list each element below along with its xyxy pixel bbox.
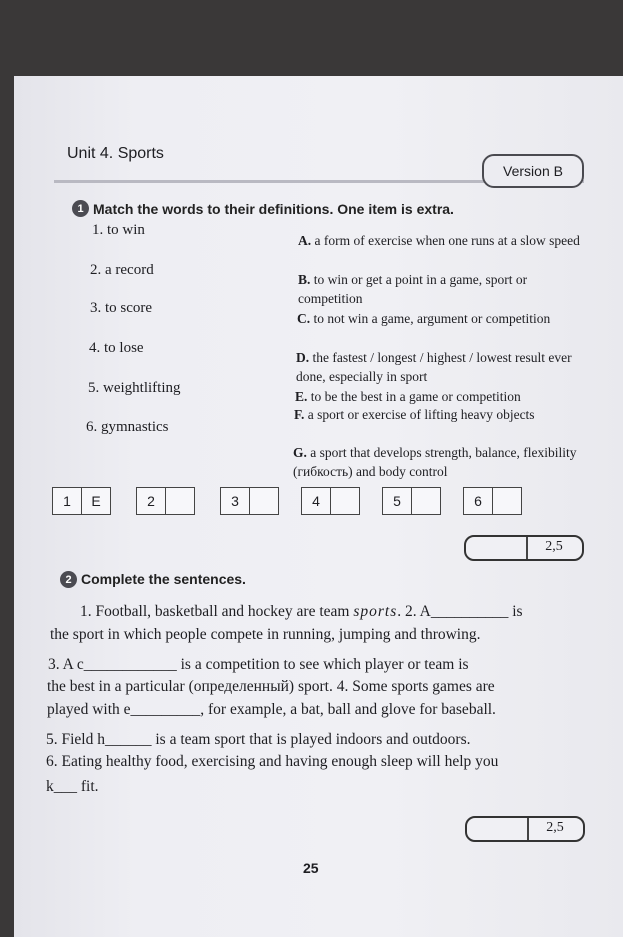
answer-cell-pair: [382, 487, 441, 515]
definition-c: C. to not win a game, argument or competition: [297, 311, 551, 326]
task2-instruction: Complete the sentences.: [81, 571, 246, 587]
word-item: 4. to lose: [89, 340, 144, 356]
answer-grid: [52, 487, 582, 517]
task2-score-box: [465, 816, 585, 842]
sentence-line: 6. Eating healthy food, exercising and having enough sleep will help you: [46, 753, 499, 770]
task1-number-icon: 1: [72, 200, 89, 217]
definition-a: A. a form of exercise when one runs at a slow speed: [298, 233, 580, 248]
task2-number-icon: 2: [60, 571, 77, 588]
page-number: 25: [303, 860, 319, 876]
answer-cell-pair: [136, 487, 195, 515]
task1-score-box: [464, 535, 584, 561]
unit-title: Unit 4. Sports: [67, 145, 164, 162]
task1-instruction: Match the words to their definitions. One item is extra.: [93, 201, 454, 217]
definition-d: D. the fastest / longest / highest / lowest result ever done, especially in sport: [296, 350, 572, 384]
answer-box[interactable]: [412, 487, 441, 515]
definition-f: F. a sport or exercise of lifting heavy objects: [294, 407, 535, 422]
answer-number: 2: [136, 487, 166, 515]
word-item: 3. to score: [90, 300, 153, 316]
answer-number: 1: [52, 487, 82, 515]
sentence-line: k___ fit.: [46, 778, 99, 795]
answer-box[interactable]: E: [82, 487, 111, 515]
sentence-line: 5. Field h______ is a team sport that is played indoors and outdoors.: [46, 731, 471, 748]
answer-cell-pair: [220, 487, 279, 515]
definition-g: G. a sport that develops strength, balance, flexibility (гибкость) and body control: [293, 445, 577, 479]
sentence-line: 3. A c____________ is a competition to see which player or team is: [48, 656, 469, 673]
sentence-line: the sport in which people compete in running, jumping and throwing.: [50, 626, 481, 643]
answer-cell-pair: [52, 487, 111, 515]
word-item: 2. a record: [90, 262, 154, 278]
answer-box[interactable]: [493, 487, 522, 515]
answer-box[interactable]: [166, 487, 195, 515]
task2-score: 2,5: [546, 820, 564, 835]
answer-number: 3: [220, 487, 250, 515]
sentence-line: the best in a particular (определенный) sport. 4. Some sports games are: [47, 678, 495, 695]
version-badge: Version B: [482, 154, 584, 188]
answer-number: 6: [463, 487, 493, 515]
answer-cell-pair: [301, 487, 360, 515]
definition-b: B. to win or get a point in a game, sport or competition: [298, 272, 528, 306]
answer-cell-pair: [463, 487, 522, 515]
word-item: 1. to win: [92, 222, 145, 238]
word-item: 5. weightlifting: [88, 380, 181, 396]
sentence-line: 1. Football, basketball and hockey are team sports. 2. A__________ is: [80, 603, 523, 620]
task1-score: 2,5: [545, 539, 563, 554]
handwritten-answer[interactable]: sports: [353, 603, 398, 620]
sentence-line: played with e_________, for example, a bat, ball and glove for baseball.: [47, 701, 496, 718]
definition-e: E. to be the best in a game or competition: [295, 389, 521, 404]
answer-number: 5: [382, 487, 412, 515]
answer-number: 4: [301, 487, 331, 515]
answer-box[interactable]: [331, 487, 360, 515]
word-item: 6. gymnastics: [86, 419, 169, 435]
answer-box[interactable]: [250, 487, 279, 515]
